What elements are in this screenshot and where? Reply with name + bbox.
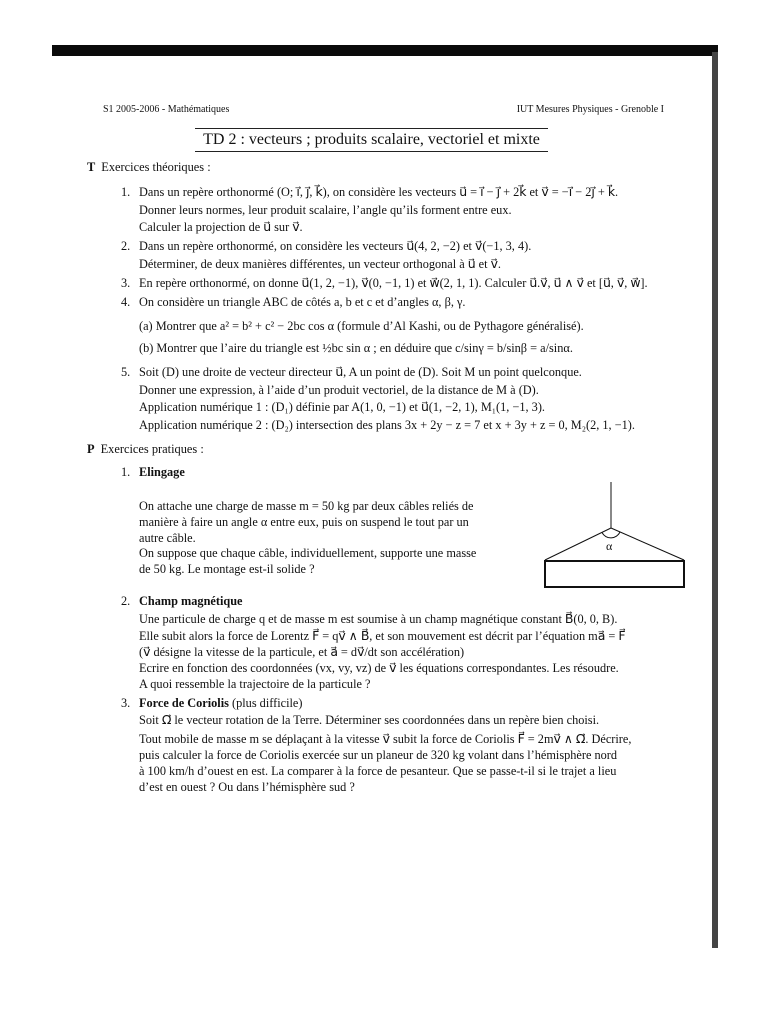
cable-load-diagram [540, 478, 690, 590]
practice-exercise-2-line: Elle subit alors la force de Lorentz F⃗ = qv⃗ ∧ B⃗, et son mouvement est décrit par l’équation ma⃗ = F⃗ [139, 629, 626, 643]
angle-alpha-label: α [606, 539, 613, 553]
practice-exercise-2-line: (v⃗ désigne la vitesse de la particule, et a⃗ = dv⃗/dt son accélération) [139, 645, 465, 659]
page-right-border [712, 52, 718, 948]
practice-exercise-1-title: Elingage [139, 465, 185, 479]
practice-exercise-3-line: puis calculer la force de Coriolis exercée sur un planeur de 320 kg volant dans l’hémisphère nord [139, 748, 618, 762]
theory-exercise-1-number: 1. [121, 185, 131, 199]
practice-exercise-2-title: Champ magnétique [139, 594, 243, 608]
theory-section-letter: T [87, 160, 96, 174]
institution-header: IUT Mesures Physiques - Grenoble I [516, 104, 664, 115]
theory-section-heading [87, 160, 211, 175]
theory-exercise-5-line: Donner une expression, à l’aide d’un produit vectoriel, de la distance de M à (D). [139, 383, 539, 397]
angle-arc [602, 532, 620, 538]
theory-exercise-4-line: On considère un triangle ABC de côtés a, b et c et d’angles α, β, γ. [139, 295, 466, 309]
practice-exercise-2-line: Ecrire en fonction des coordonnées (vx, vy, vz) de v⃗ les équations correspondantes. Les résoudre. [139, 661, 619, 675]
theory-exercise-3-line: En repère orthonormé, on donne u⃗(1, 2, −1), v⃗(0, −1, 1) et w⃗(2, 1, 1). Calculer u⃗.v⃗, u⃗ ∧ v⃗ et [u⃗, v⃗, w⃗]. [139, 276, 648, 290]
theory-section-title: Exercices théoriques : [101, 160, 211, 174]
practice-exercise-3-heading [139, 695, 302, 711]
practice-section-title: Exercices pratiques : [100, 442, 204, 456]
theory-exercise-1-line: Dans un repère orthonormé (O; i⃗, j⃗, k⃗), on considère les vecteurs u⃗ = i⃗ − j⃗ + 2k⃗ et v⃗ = −i⃗ − 2j⃗ + k⃗. [139, 185, 619, 199]
theory-exercise-2-line: Déterminer, de deux manières différentes, un vecteur orthogonal à u⃗ et v⃗. [139, 257, 501, 271]
course-header: S1 2005-2006 - Mathématiques [103, 104, 230, 115]
practice-exercise-2-line: Une particule de charge q et de masse m est soumise à un champ magnétique constant B⃗(0, 0, B). [139, 612, 618, 626]
theory-exercise-5-line: Soit (D) une droite de vecteur directeur u⃗, A un point de (D). Soit M un point quelconque. [139, 365, 582, 379]
theory-exercise-5-number: 5. [121, 365, 131, 379]
practice-exercise-3-line: Tout mobile de masse m se déplaçant à la vitesse v⃗ subit la force de Coriolis F⃗ = 2mv⃗ ∧ Ω⃗. Décrire, [139, 732, 632, 746]
right-cable [611, 528, 684, 560]
left-cable [545, 528, 611, 560]
theory-exercise-3-number: 3. [121, 276, 131, 290]
theory-exercise-4-subpart-b: (b) Montrer que l’aire du triangle est ½bc sin α ; en déduire que c/sinγ = b/sinβ = a/sinα. [139, 341, 573, 355]
theory-exercise-5-line: Application numérique 1 : (D₁) définie par A(1, 0, −1) et u⃗(1, −2, 1), M₁(1, −1, 3). [139, 400, 545, 414]
practice-exercise-3-line: Soit Ω⃗ le vecteur rotation de la Terre. Déterminer ses coordonnées dans un repère bien choisi. [139, 713, 600, 727]
practice-exercise-1-line: On attache une charge de masse m = 50 kg par deux câbles reliés de [139, 499, 474, 513]
load-box [545, 561, 684, 587]
practice-exercise-3-difficulty: (plus difficile) [228, 696, 303, 710]
practice-exercise-1-line: manière à faire un angle α entre eux, puis on suspend le tout par un [139, 515, 469, 529]
practice-exercise-3-line: d’est en ouest ? Ou dans l’hémisphère sud ? [139, 780, 355, 794]
practice-exercise-1-number: 1. [121, 465, 131, 479]
page-top-border [52, 45, 718, 56]
practice-exercise-1-line: de 50 kg. Le montage est-il solide ? [139, 562, 315, 576]
theory-exercise-5-line: Application numérique 2 : (D₂) intersection des plans 3x + 2y − z = 7 et x + 3y + z = 0, M₂(2, 1, −1). [139, 418, 635, 432]
document-title: TD 2 : vecteurs ; produits scalaire, vectoriel et mixte [195, 128, 548, 152]
practice-exercise-3-line: à 100 km/h d’ouest en est. La comparer à la force de pesanteur. Que se passe-t-il si le trajet a lieu [139, 764, 617, 778]
theory-exercise-4-subpart-a: (a) Montrer que a² = b² + c² − 2bc cos α (formule d’Al Kashi, ou de Pythagore généralisé). [139, 319, 584, 333]
practice-exercise-1-line: autre câble. [139, 531, 196, 545]
theory-exercise-2-line: Dans un repère orthonormé, on considère les vecteurs u⃗(4, 2, −2) et v⃗(−1, 3, 4). [139, 239, 532, 253]
theory-exercise-2-number: 2. [121, 239, 131, 253]
practice-exercise-1-line: On suppose que chaque câble, individuellement, supporte une masse [139, 546, 477, 560]
practice-exercise-3-number: 3. [121, 696, 131, 710]
practice-exercise-2-number: 2. [121, 594, 131, 608]
practice-section-letter: P [87, 442, 95, 456]
theory-exercise-4-number: 4. [121, 295, 131, 309]
practice-exercise-2-line: A quoi ressemble la trajectoire de la particule ? [139, 677, 371, 691]
practice-section-heading [87, 442, 204, 457]
theory-exercise-1-line: Donner leurs normes, leur produit scalaire, l’angle qu’ils forment entre eux. [139, 203, 512, 217]
theory-exercise-1-line: Calculer la projection de u⃗ sur v⃗. [139, 220, 303, 234]
practice-exercise-3-title: Force de Coriolis [139, 696, 229, 710]
